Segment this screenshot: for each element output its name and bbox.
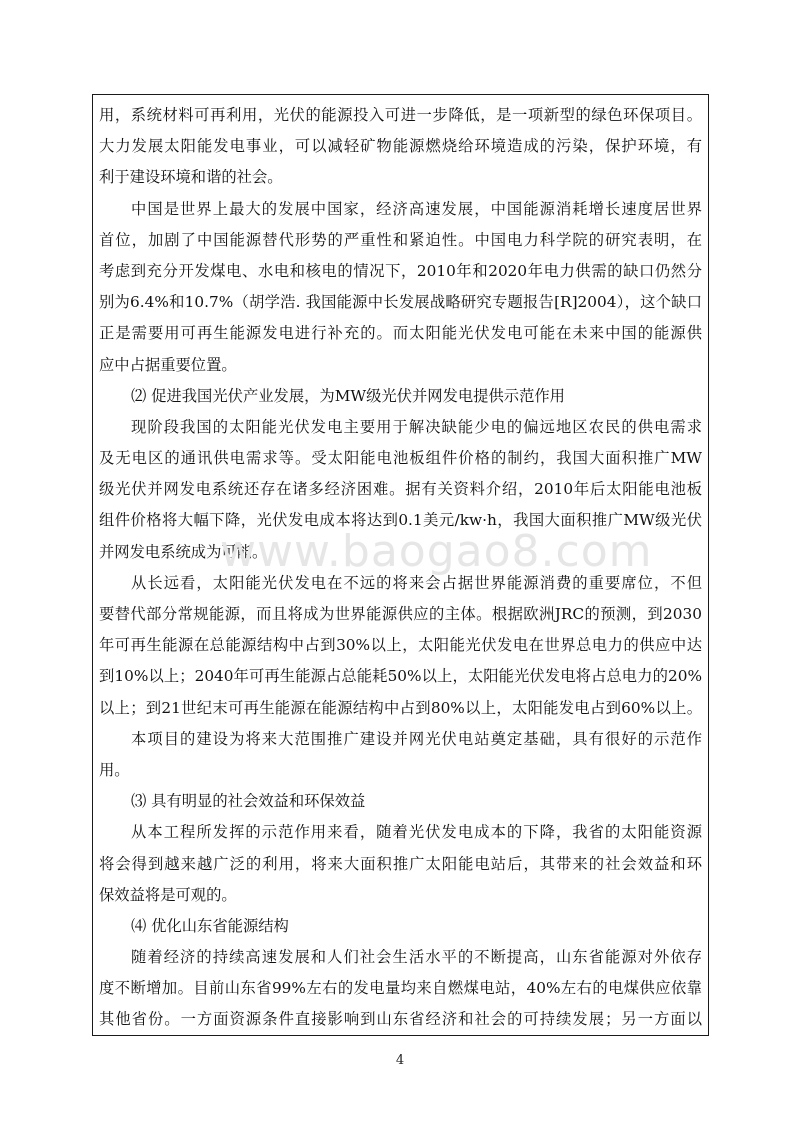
text-line: ⑶ 具有明显的社会效益和环保效益 xyxy=(131,792,366,811)
document-body xyxy=(99,100,702,1036)
text-line: 中国是世界上最大的发展中国家，经济高速发展，中国能源消耗增长速度居世界 xyxy=(131,199,702,218)
text-line: 正是需要用可再生能源发电进行补充的。而太阳能光伏发电可能在未来中国的能源供 xyxy=(99,324,702,343)
text-line: 应中占据重要位置。 xyxy=(99,355,237,374)
text-line: 度不断增加。目前山东省99%左右的发电量均来自燃煤电站，40%左右的电煤供应依靠 xyxy=(99,979,702,998)
page-number: 4 xyxy=(395,1053,405,1068)
text-line: 首位，加剧了中国能源替代形势的严重性和紧迫性。中国电力科学院的研究表明，在 xyxy=(99,230,702,249)
text-line: 将会得到越来越广泛的利用，将来大面积推广太阳能电站后，其带来的社会效益和环 xyxy=(99,854,702,873)
text-line: 考虑到充分开发煤电、水电和核电的情况下，2010年和2020年电力供需的缺口仍然分 xyxy=(99,261,702,280)
text-line: 利于建设环境和谐的社会。 xyxy=(99,168,283,187)
text-line: 到10%以上；2040年可再生能源占总能耗50%以上，太阳能光伏发电将占总电力的20% xyxy=(99,667,702,686)
text-line: 本项目的建设为将来大范围推广建设并网光伏电站奠定基础，具有很好的示范作 xyxy=(131,729,702,748)
text-line: 要替代部分常规能源，而且将成为世界能源供应的主体。根据欧洲JRC的预测，到2030 xyxy=(99,605,702,623)
text-line: ⑷ 优化山东省能源结构 xyxy=(131,916,289,935)
text-line: 并网发电系统成为可能。 xyxy=(99,542,268,561)
text-line: 保效益将是可观的。 xyxy=(99,885,237,904)
text-line: 用，系统材料可再利用，光伏的能源投入可进一步降低，是一项新型的绿色环保项目。 xyxy=(99,106,702,124)
text-line: 用。 xyxy=(99,760,130,779)
text-line: 从长远看，太阳能光伏发电在不远的将来会占据世界能源消费的重要席位，不但 xyxy=(131,573,702,592)
text-line: 大力发展太阳能发电事业，可以减轻矿物能源燃烧给环境造成的污染，保护环境，有 xyxy=(99,137,702,156)
document-frame xyxy=(92,94,709,1036)
text-line: 以上；到21世纪末可再生能源在能源结构中占到80%以上，太阳能发电占到60%以上。 xyxy=(99,698,702,717)
watermark: www.baogao8.com xyxy=(220,526,653,577)
text-line: 级光伏并网发电系统还存在诸多经济困难。据有关资料介绍，2010年后太阳能电池板 xyxy=(99,480,702,499)
text-line: 从本工程所发挥的示范作用来看，随着光伏发电成本的下降，我省的太阳能资源 xyxy=(131,823,702,842)
text-line: ⑵ 促进我国光伏产业发展，为MW级光伏并网发电提供示范作用 xyxy=(131,386,565,405)
text-line: 及无电区的通讯供电需求等。受太阳能电池板组件价格的制约，我国大面积推广MW xyxy=(99,449,702,468)
text-line: 年可再生能源在总能源结构中占到30%以上，太阳能光伏发电在世界总电力的供应中达 xyxy=(99,636,702,655)
text-line: 随着经济的持续高速发展和人们社会生活水平的不断提高，山东省能源对外依存 xyxy=(131,948,702,967)
text-line: 现阶段我国的太阳能光伏发电主要用于解决缺能少电的偏远地区农民的供电需求 xyxy=(131,417,702,436)
text-line: 其他省份。一方面资源条件直接影响到山东省经济和社会的可持续发展；另一方面以 xyxy=(99,1010,702,1029)
text-line: 组件价格将大幅下降，光伏发电成本将达到0.1美元/kw·h，我国大面积推广MW级光伏 xyxy=(99,511,702,530)
text-line: 别为6.4%和10.7%（胡学浩. 我国能源中长发展战略研究专题报告[R]2004），这个缺口 xyxy=(99,293,702,312)
